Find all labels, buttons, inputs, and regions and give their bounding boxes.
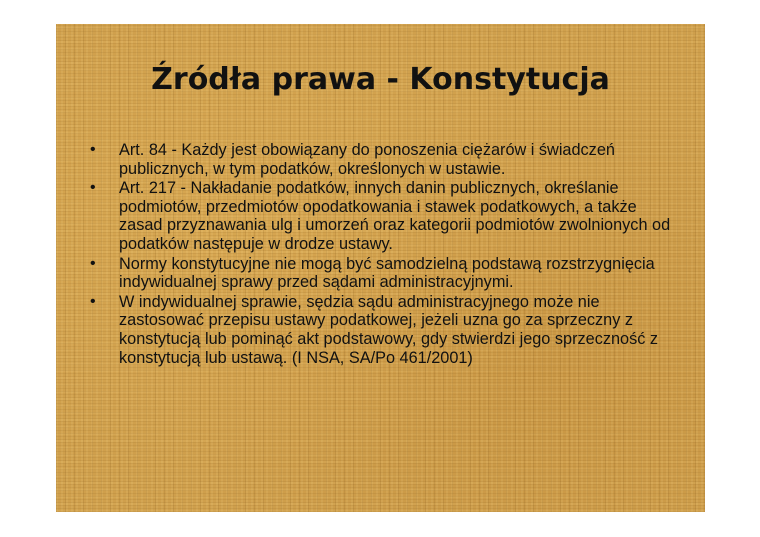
bullet-item: [86, 141, 671, 178]
bullet-icon: •: [90, 141, 96, 158]
bullet-text: Normy konstytucyjne nie mogą być samodzielną podstawą rozstrzygnięcia indywidualnej sprawy przed sądami administracyjnymi.: [119, 254, 655, 292]
bullet-text: Art. 217 - Nakładanie podatków, innych danin publicznych, określanie podmiotów, przedmiotów opodatkowania i stawek podatkowych, a także zasad przyznawania ulg i umorzeń oraz kategorii podmiotów zwolnionych od podatków następuje w drodze ustawy.: [119, 179, 671, 253]
bullet-list: [86, 141, 671, 368]
bullet-item: [86, 255, 671, 292]
slide-title: Źródła prawa - Konstytucja: [151, 62, 610, 97]
bullet-text: Art. 84 - Każdy jest obowiązany do ponoszenia ciężarów i świadczeń publicznych, w tym podatków, określonych w ustawie.: [119, 141, 615, 178]
bullet-icon: •: [90, 179, 96, 197]
bullet-icon: •: [90, 292, 96, 310]
bullet-item: [86, 293, 671, 367]
slide: [56, 24, 705, 512]
bullet-text: W indywidualnej sprawie, sędzia sądu administracyjnego może nie zastosować przepisu ustawy podatkowej, jeżeli uzna go za sprzeczny z konstytucją lub pominąć akt podstawowy, gdy stwierdzi jego sprzeczność z konstytucją lub ustawą. (I NSA, SA/Po 461/2001): [119, 292, 659, 367]
bullet-icon: •: [90, 254, 96, 272]
bullet-item: [86, 179, 671, 253]
